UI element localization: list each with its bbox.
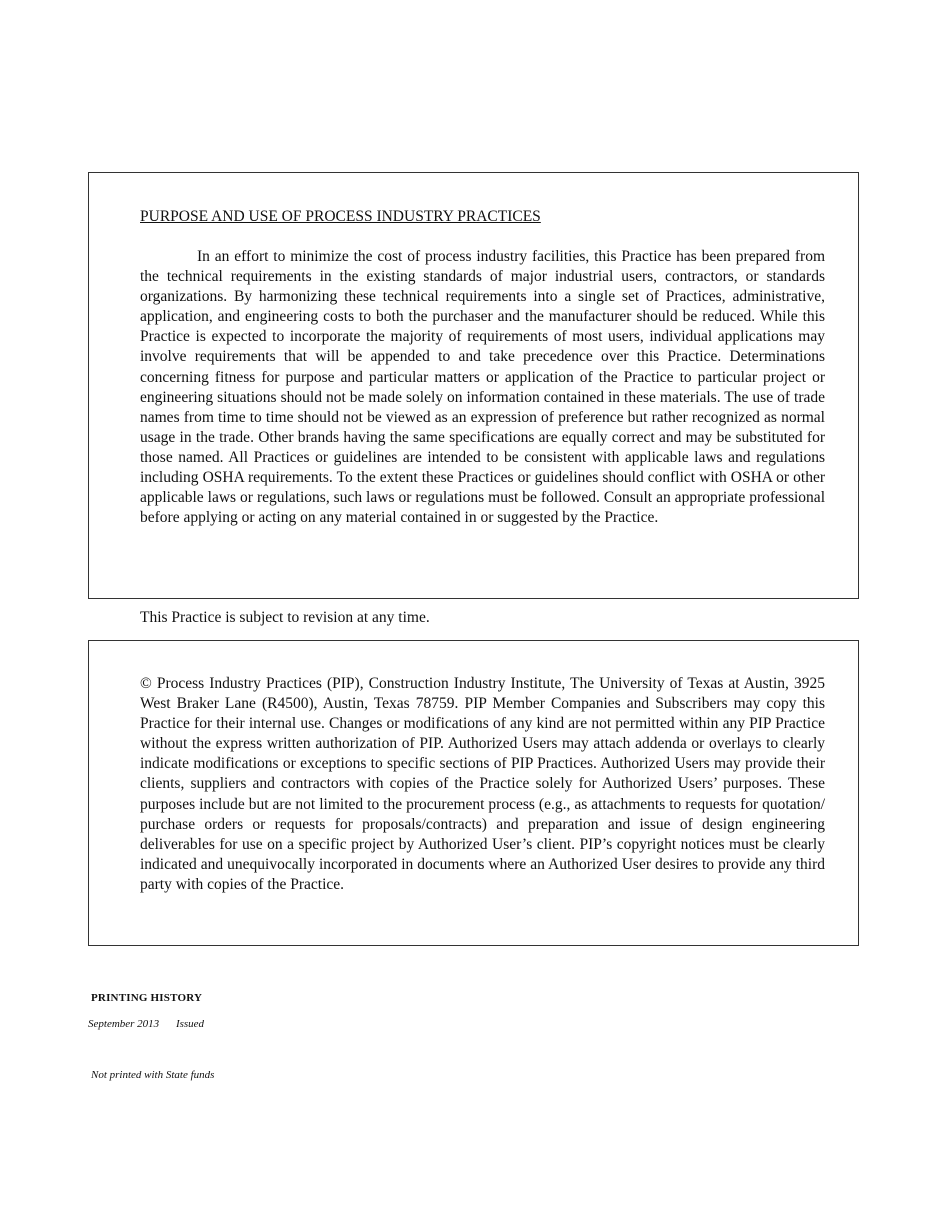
purpose-section-content [140,207,825,528]
copyright-section-content [140,674,825,895]
revision-note: This Practice is subject to revision at any time. [140,609,430,626]
funding-note: Not printed with State funds [91,1069,215,1081]
printing-history-entry [88,1018,204,1030]
copyright-section-box [88,640,859,946]
copyright-paragraph: © Process Industry Practices (PIP), Construction Industry Institute, The University of Texas at Austin, 3925 West Braker Lane (R4500), Austin, Texas 78759. PIP Member Companies and Subscribers may copy this Practice for their internal use. Changes or modifications of any kind are not permitted within any PIP Practice without the express written authorization of PIP. Authorized Users may attach addenda or overlays to clearly indicate modifications or exceptions to specific sections of PIP Practices. Authorized Users may provide their clients, suppliers and contractors with copies of the Practice solely for Authorized Users’ purposes. These purposes include but are not limited to the procurement process (e.g., as attachments to requests for quotation/ purchase orders or requests for proposals/contracts) and preparation and issue of design engineering deliverables for use on a specific project by Authorized User’s client. PIP’s copyright notices must be clearly indicated and unequivocally incorporated in documents where an Authorized User desires to provide any third party with copies of the Practice. [140,675,825,893]
purpose-section-box [88,172,859,599]
purpose-heading: PURPOSE AND USE OF PROCESS INDUSTRY PRACTICES [140,208,541,225]
history-date: September 2013 [88,1018,160,1030]
printing-history-title: PRINTING HISTORY [91,992,203,1004]
purpose-paragraph: In an effort to minimize the cost of process industry facilities, this Practice has been prepared from the technical requirements in the existing standards of major industrial users, contractors, or standards organizations. By harmonizing these technical requirements into a single set of Practices, administrative, application, and engineering costs to both the purchaser and the manufacturer should be reduced. While this Practice is expected to incorporate the majority of requirements of most users, individual applications may involve requirements that will be appended to and take precedence over this Practice. Determinations concerning fitness for purpose and particular matters or application of the Practice to particular project or engineering situations should not be made solely on information contained in these materials. The use of trade names from time to time should not be viewed as an expression of preference but rather recognized as normal usage in the trade. Other brands having the same specifications are equally correct and may be substituted for those named. All Practices or guidelines are intended to be consistent with applicable laws and regulations including OSHA requirements. To the extent these Practices or guidelines should conflict with OSHA or other applicable laws or regulations, such laws or regulations must be followed. Consult an appropriate professional before applying or acting on any material contained in or suggested by the Practice. [140,248,825,527]
history-status: Issued [175,1018,205,1030]
